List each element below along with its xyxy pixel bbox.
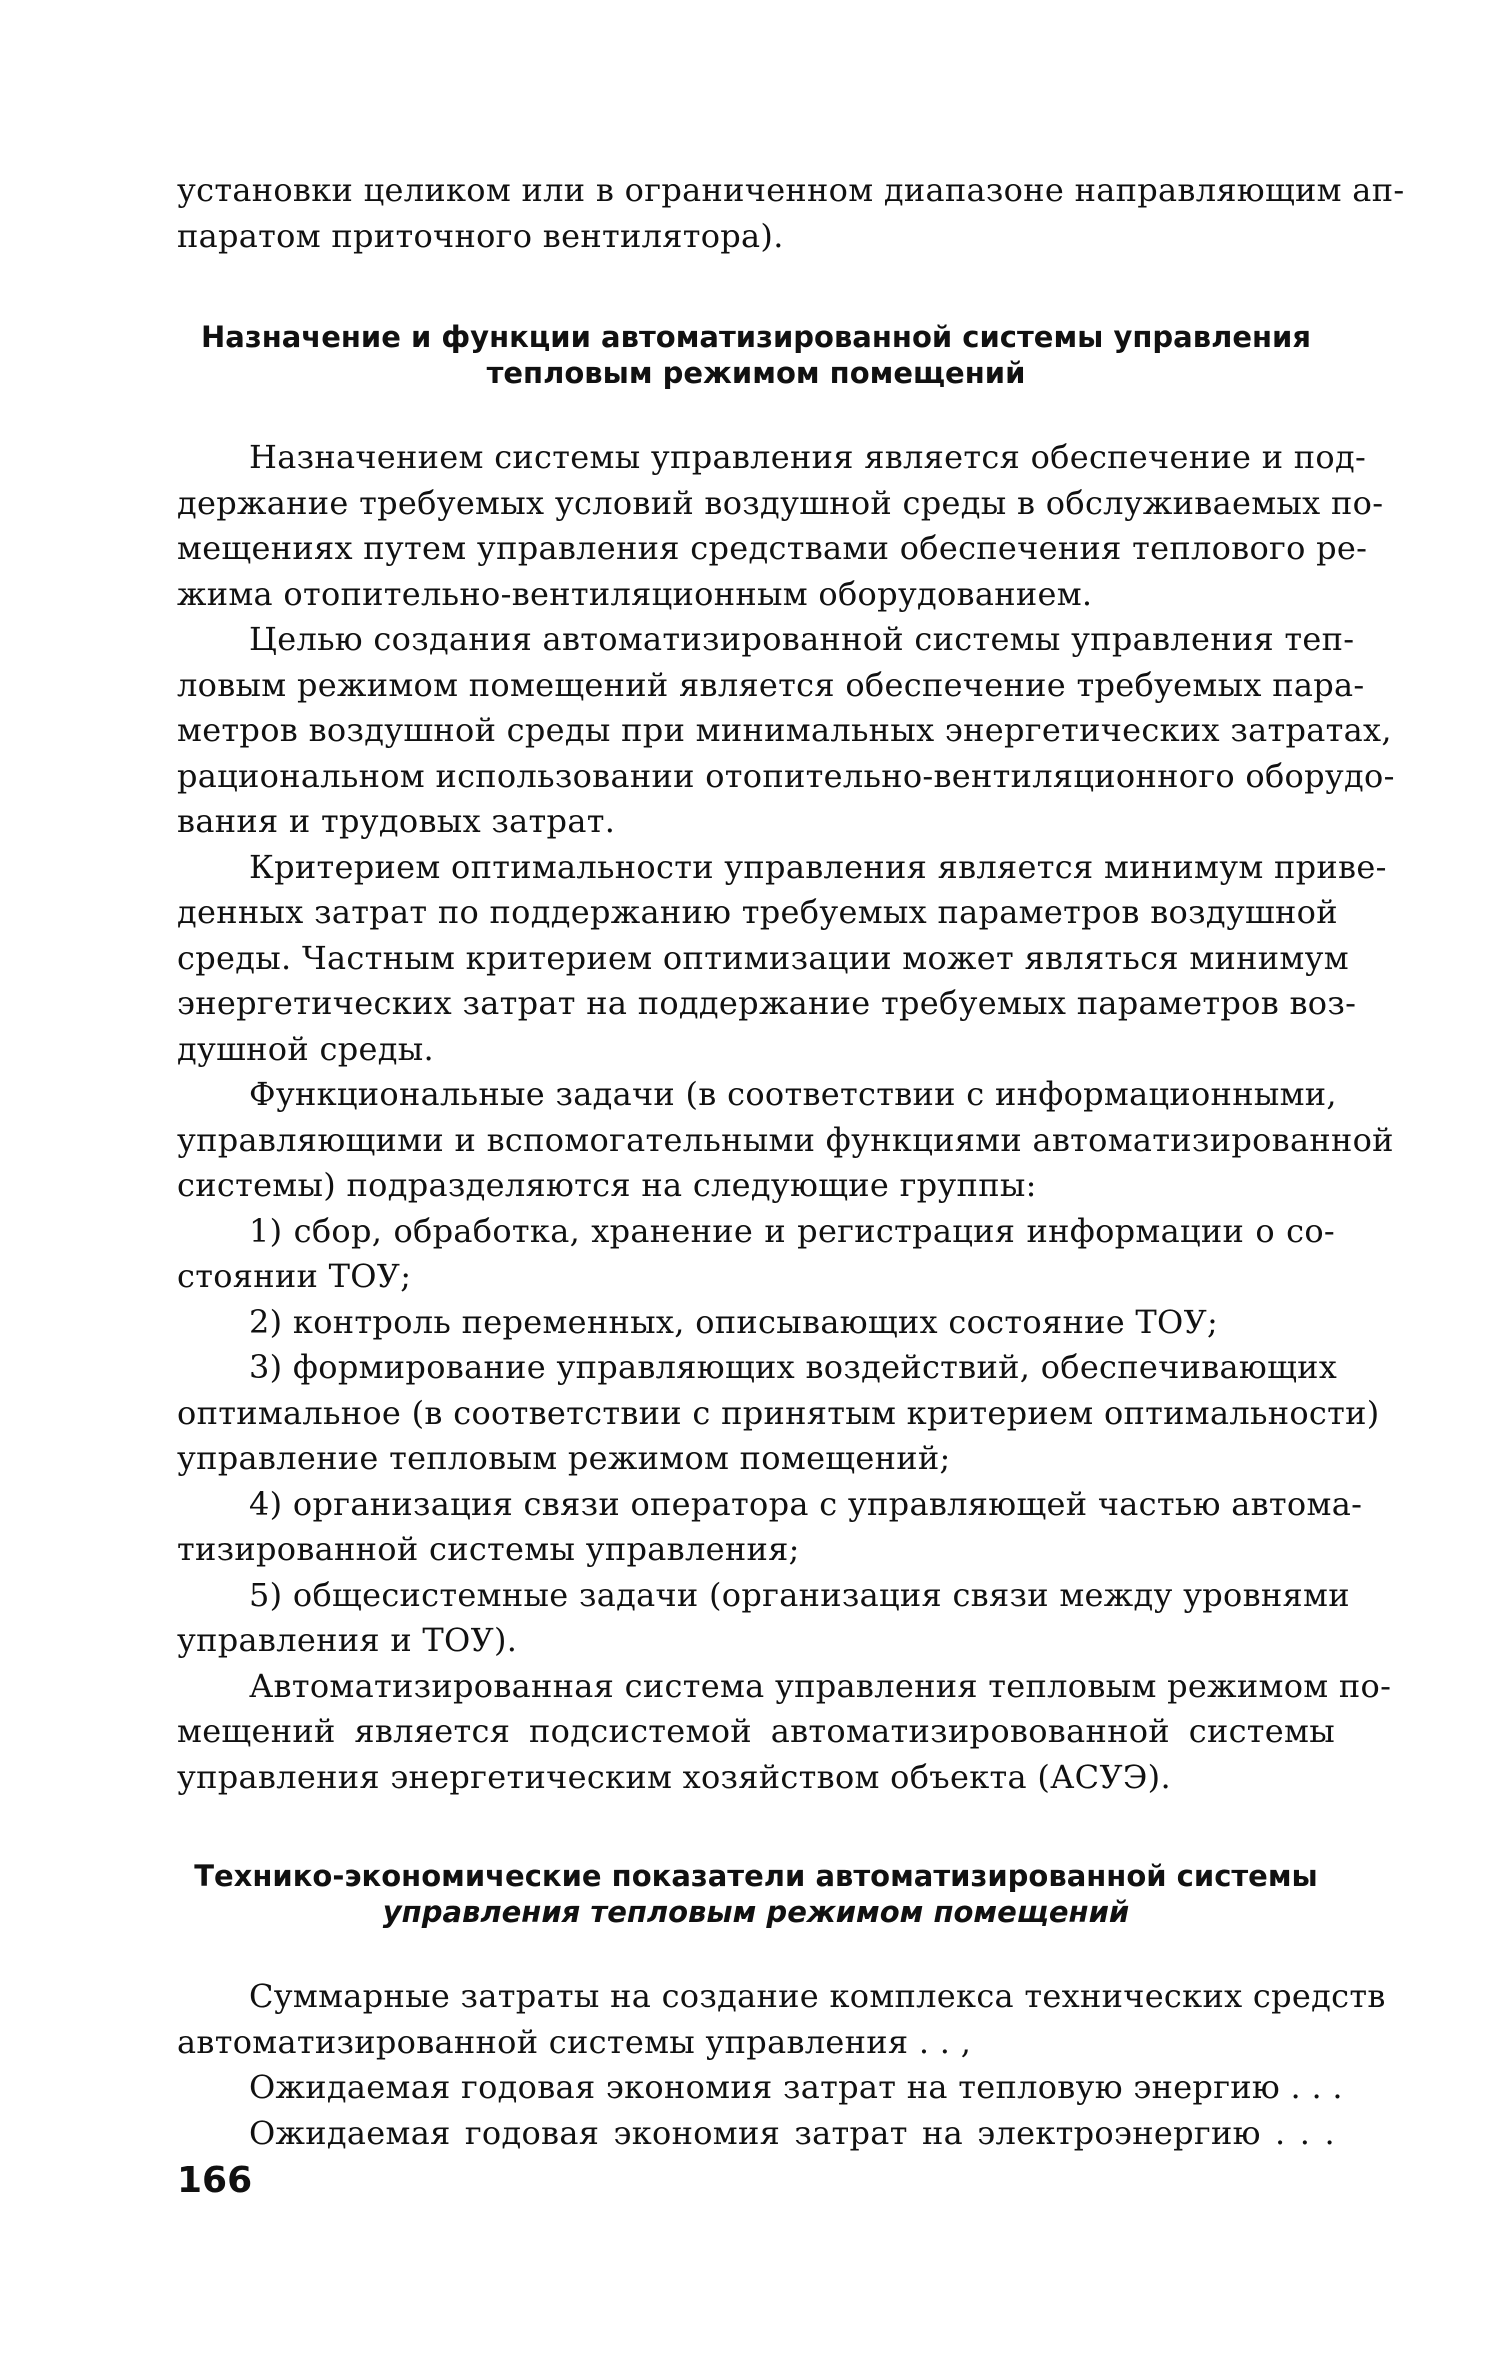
- text-line: метров воздушной среды при минимальных энергетических затратах,: [177, 711, 1392, 749]
- text-line: Ожидаемая годовая экономия затрат на электроэнергию . . .: [249, 2113, 1335, 2152]
- text-line: стоянии ТОУ;: [177, 1257, 412, 1295]
- heading-line: Назначение и функции автоматизированной системы управления: [201, 320, 1311, 354]
- list-item: [177, 1345, 1380, 1482]
- text-line: управление тепловым режимом помещений;: [177, 1439, 951, 1477]
- text-line: рациональном использовании отопительно-вентиляционного оборудо-: [177, 756, 1395, 795]
- intro-paragraph: [177, 168, 1405, 259]
- text-line: Ожидаемая годовая экономия затрат на тепловую энергию . . .: [249, 2068, 1343, 2106]
- text-line: мещениях путем управления средствами обеспечения теплового ре-: [177, 529, 1368, 567]
- text-line: энергетических затрат на поддержание требуемых параметров воз-: [177, 984, 1357, 1022]
- text-line: Суммарные затраты на создание комплекса технических средств: [249, 1977, 1386, 2015]
- text-line: системы) подразделяются на следующие группы:: [177, 1166, 1037, 1204]
- paragraph: [177, 1974, 1386, 2065]
- heading-line: тепловым режимом помещений: [486, 356, 1026, 390]
- text-line: управления и ТОУ).: [177, 1621, 518, 1659]
- paragraph: [177, 845, 1387, 1073]
- page-number: 166: [177, 2160, 253, 2201]
- text-line: паратом приточного вентилятора).: [177, 216, 784, 255]
- text-line: среды. Частным критерием оптимизации может являться минимум: [177, 938, 1349, 977]
- paragraph: [177, 617, 1395, 845]
- text-line: управляющими и вспомогательными функциями автоматизированной: [177, 1120, 1394, 1159]
- list-item: [177, 1482, 1363, 1573]
- list-item: [177, 1300, 1335, 1346]
- paragraph: [177, 1072, 1394, 1209]
- text-line: 3) формирование управляющих воздействий, обеспечивающих: [249, 1348, 1338, 1386]
- section-heading-purpose: [177, 319, 1335, 391]
- paragraph: [177, 435, 1384, 617]
- text-line: Назначением системы управления является обеспечение и под-: [249, 438, 1367, 476]
- list-item: [177, 1209, 1335, 1300]
- paragraph: [177, 1664, 1392, 1801]
- text-line: установки целиком или в ограниченном диапазоне направляющим ап-: [177, 171, 1405, 209]
- text-line: денных затрат по поддержанию требуемых параметров воздушной: [177, 893, 1338, 931]
- text-line: мещений является подсистемой автоматизировованной системы: [177, 1712, 1335, 1750]
- text-line: вания и трудовых затрат.: [177, 802, 616, 840]
- text-line: 5) общесистемные задачи (организация связи между уровнями: [249, 1575, 1350, 1614]
- text-line: Целью создания автоматизированной системы управления теп-: [249, 620, 1355, 658]
- text-line: оптимальное (в соответствии с принятым критерием оптимальности): [177, 1393, 1380, 1432]
- text-line: держание требуемых условий воздушной среды в обслуживаемых по-: [177, 483, 1384, 522]
- heading-line: управления тепловым режимом помещений: [382, 1895, 1130, 1929]
- page-body: [177, 168, 1405, 2156]
- text-line: Критерием оптимальности управления является минимум приве-: [249, 847, 1387, 886]
- heading-line: Технико-экономические показатели автоматизированной системы: [194, 1859, 1318, 1893]
- text-line: ловым режимом помещений является обеспечение требуемых пара-: [177, 665, 1365, 704]
- text-line: жима отопительно-вентиляционным оборудованием.: [177, 574, 1093, 613]
- paragraph: [177, 2065, 1343, 2111]
- text-line: Функциональные задачи (в соответствии с информационными,: [249, 1075, 1337, 1113]
- text-line: управления энергетическим хозяйством объекта (АСУЭ).: [177, 1757, 1171, 1796]
- text-line: 1) сбор, обработка, хранение и регистрация информации о со-: [249, 1211, 1335, 1250]
- text-line: 4) организация связи оператора с управляющей частью автома-: [249, 1484, 1363, 1523]
- list-item: [177, 1573, 1350, 1664]
- paragraph: [177, 2111, 1335, 2157]
- text-line: тизированной системы управления;: [177, 1530, 800, 1568]
- text-line: 2) контроль переменных, описывающих состояние ТОУ;: [249, 1302, 1219, 1341]
- text-line: Автоматизированная система управления тепловым режимом по-: [249, 1666, 1392, 1705]
- text-line: душной среды.: [177, 1029, 434, 1068]
- section-heading-indicators: [177, 1858, 1335, 1930]
- text-line: автоматизированной системы управления . . ,: [177, 2022, 972, 2061]
